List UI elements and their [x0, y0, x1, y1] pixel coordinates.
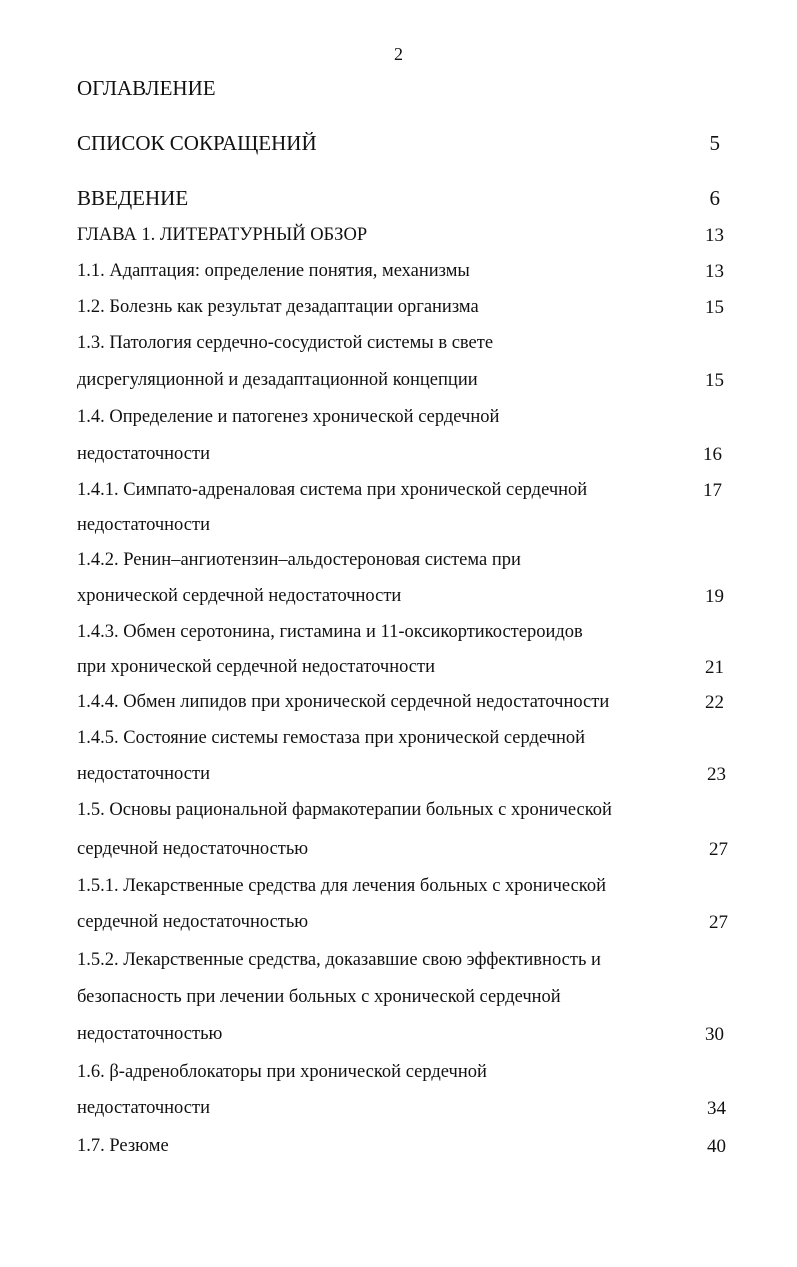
page-number: 2 — [394, 44, 403, 64]
toc-entry: 1.4.1. Симпато-адреналовая система при хронической сердечной — [77, 480, 588, 500]
toc-page-number: 5 — [709, 131, 720, 155]
toc-entry: недостаточности — [77, 444, 210, 464]
toc-entry: сердечной недостаточностью — [77, 839, 309, 859]
toc-entry: 1.5.2. Лекарственные средства, доказавшие свою эффективность и — [77, 950, 601, 970]
toc-entry: 1.4.2. Ренин–ангиотензин–альдостероновая система при — [77, 550, 521, 570]
toc-entry: хронической сердечной недостаточности — [77, 586, 402, 606]
toc-page-number: 22 — [705, 692, 724, 713]
toc-entry: ВВЕДЕНИЕ — [77, 186, 189, 210]
toc-page-number: 16 — [703, 444, 722, 465]
toc-page-number: 40 — [707, 1136, 726, 1157]
toc-entry: 1.4.3. Обмен серотонина, гистамина и 11-оксикортикостероидов — [77, 622, 583, 642]
toc-page-number: 15 — [705, 370, 724, 391]
toc-page-number: 15 — [705, 297, 724, 318]
toc-page-number: 13 — [705, 261, 724, 282]
toc-page-number: 6 — [709, 186, 720, 210]
toc-entry: 1.7. Резюме — [77, 1136, 169, 1156]
toc-page-number: 23 — [707, 764, 726, 785]
toc-page-number: 27 — [709, 839, 728, 860]
toc-entry: 1.6. β-адреноблокаторы при хронической сердечной — [77, 1062, 487, 1082]
toc-page-number: 30 — [705, 1024, 724, 1045]
toc-entry: при хронической сердечной недостаточности — [77, 657, 436, 677]
toc-entry: 1.1. Адаптация: определение понятия, механизмы — [77, 261, 470, 281]
toc-entry: 1.4.4. Обмен липидов при хронической сердечной недостаточности — [77, 692, 610, 712]
toc-entry: 1.3. Патология сердечно-сосудистой системы в свете — [77, 333, 494, 353]
toc-page-number: 27 — [709, 912, 728, 933]
toc-page-number: 13 — [705, 225, 724, 246]
toc-entry: недостаточностью — [77, 1024, 223, 1044]
toc-entry: ГЛАВА 1. ЛИТЕРАТУРНЫЙ ОБЗОР — [77, 225, 368, 245]
toc-entry: безопасность при лечении больных с хронической сердечной — [77, 987, 561, 1007]
toc-page-number: 17 — [703, 480, 722, 501]
toc-entry: 1.2. Болезнь как результат дезадаптации организма — [77, 297, 479, 317]
toc-page-number: 34 — [707, 1098, 726, 1119]
toc-entry: сердечной недостаточностью — [77, 912, 309, 932]
toc-entry: недостаточности — [77, 515, 210, 535]
toc-heading: ОГЛАВЛЕНИЕ — [77, 76, 216, 100]
toc-entry: 1.5.1. Лекарственные средства для лечения больных с хронической — [77, 876, 606, 896]
toc-entry: недостаточности — [77, 1098, 210, 1118]
toc-entry: СПИСОК СОКРАЩЕНИЙ — [77, 131, 317, 155]
toc-entry: 1.5. Основы рациональной фармакотерапии больных с хронической — [77, 800, 612, 820]
toc-entry: 1.4. Определение и патогенез хронической сердечной — [77, 407, 500, 427]
toc-entry: дисрегуляционной и дезадаптационной концепции — [77, 370, 478, 390]
toc-page-number: 21 — [705, 657, 724, 678]
toc-entry: 1.4.5. Состояние системы гемостаза при хронической сердечной — [77, 728, 586, 748]
toc-page-number: 19 — [705, 586, 724, 607]
toc-entry: недостаточности — [77, 764, 210, 784]
